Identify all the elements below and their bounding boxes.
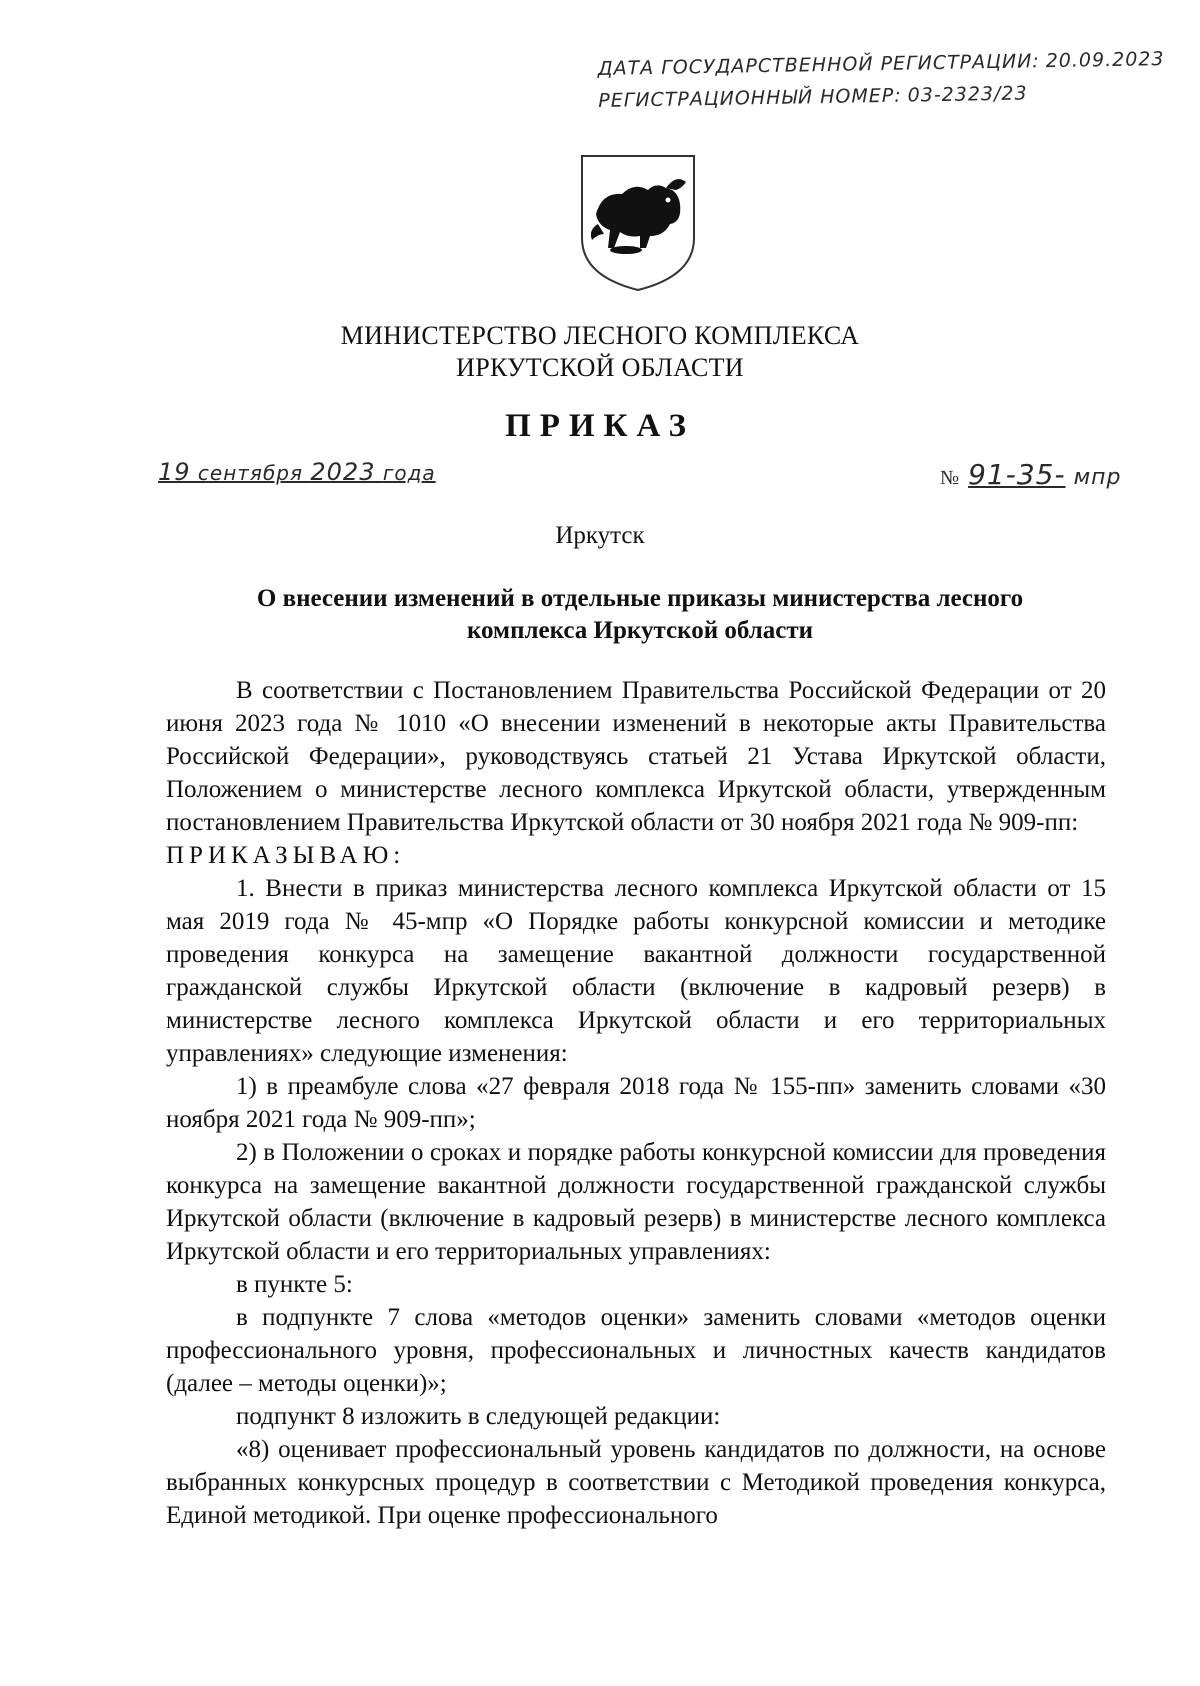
order-date-year: 2023: [310, 458, 376, 486]
subpoint-8-text-paragraph: «8) оценивает профессиональный уровень кандидатов по должности, на основе выбранных конкурсных процедур в соответствии с Методикой проведения конкурса, Единой методикой. При оценке профессионального: [166, 1436, 1106, 1529]
order-number: [940, 458, 1122, 491]
document-body: [166, 674, 1106, 1532]
registration-date-value: 20.09.2023: [1045, 48, 1165, 73]
item-1-2-paragraph: 2) в Положении о сроках и порядке работы конкурсной комиссии для проведения конкурса на замещение вакантной должности государственной гражданской службы Иркутской области (включение в кадровый резерв) в министерстве лесного комплекса Иркутской области и его территориальных управлениях:: [166, 1139, 1106, 1265]
item-1-paragraph: 1. Внести в приказ министерства лесного комплекса Иркутской области от 15 мая 2019 года № 45-мпр «О Порядке работы конкурсной комиссии и методике проведения конкурса на замещение вакантной должности государственной гражданской службы Иркутской области (включение в кадровый резерв) в министерстве лесного комплекса Иркутской области и его территориальных управлениях» следующие изменения:: [166, 875, 1106, 1067]
order-date-month: сентября: [197, 461, 304, 485]
registration-number-value: 03-2323/23: [907, 82, 1028, 107]
subpoint-8-intro-paragraph: подпункт 8 изложить в следующей редакции:: [236, 1403, 721, 1430]
heading-line-1: О внесении изменений в отдельные приказы министерства лесного: [256, 585, 1024, 612]
order-word: ПРИКАЗЫВАЮ:: [166, 842, 406, 869]
preamble-paragraph: В соответствии с Постановлением Правительства Российской Федерации от 20 июня 2023 года № 1010 «О внесении изменений в некоторые акты Правительства Российской Федерации», руководствуясь статьей 21 Устава Иркутской области, Положением о министерстве лесного комплекса Иркутской области, утвержденным постановлением Правительства Иркутской области от 30 ноября 2021 года № 909-пп:: [166, 677, 1106, 836]
order-title: ПРИКАЗ: [505, 408, 695, 444]
item-1-1-paragraph: 1) в преамбуле слова «27 февраля 2018 года № 155-пп» заменить словами «30 ноября 2021 года № 909-пп»;: [166, 1073, 1106, 1133]
point-5-paragraph: в пункте 5:: [236, 1271, 353, 1298]
heading-line-2: комплекса Иркутской области: [466, 617, 814, 644]
coat-of-arms-icon: [578, 152, 698, 294]
ministry-line-2: ИРКУТСКОЙ ОБЛАСТИ: [456, 353, 744, 382]
order-date-suffix: года: [382, 461, 436, 485]
registration-stamp: [597, 43, 1165, 117]
ministry-name: [0, 320, 1200, 384]
registration-date-label: ДАТА ГОСУДАРСТВЕННОЙ РЕГИСТРАЦИИ:: [597, 50, 1040, 80]
order-number-value: 91-35-: [968, 458, 1066, 491]
order-date: [158, 458, 436, 486]
babr-figure: [591, 179, 686, 254]
order-date-day: 19: [158, 458, 191, 486]
coat-of-arms-svg: [578, 152, 698, 294]
document-heading: [220, 583, 1060, 647]
ministry-line-1: МИНИСТЕРСТВО ЛЕСНОГО КОМПЛЕКСА: [340, 321, 860, 350]
registration-number-label: РЕГИСТРАЦИОННЫЙ НОМЕР:: [598, 84, 902, 112]
city: Иркутск: [555, 522, 645, 549]
order-number-suffix: мпр: [1073, 465, 1122, 490]
subpoint-7-paragraph: в подпункте 7 слова «методов оценки» заменить словами «методов оценки профессионального уровня, профессиональных и личностных качеств кандидатов (далее – методы оценки)»;: [166, 1304, 1106, 1397]
order-number-prefix: №: [940, 467, 961, 489]
